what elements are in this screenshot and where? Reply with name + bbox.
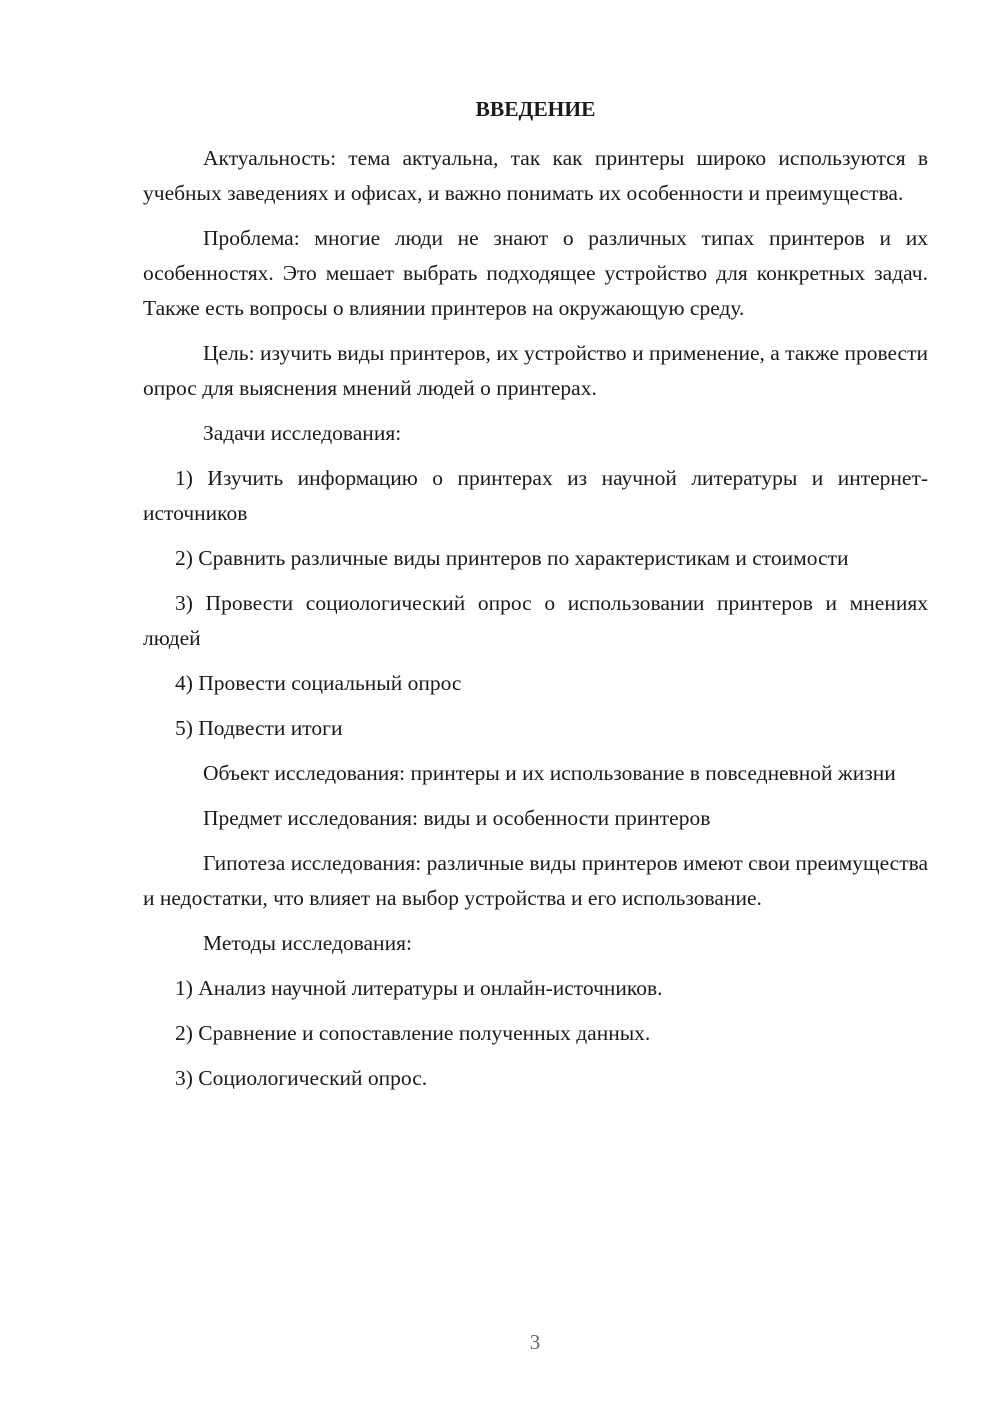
relevance-paragraph: Актуальность: тема актуальна, так как принтеры широко используются в учебных заведениях и офисах, и важно понимать их особенности и преимущества. xyxy=(143,146,928,205)
task-item-5: 5) Подвести итоги xyxy=(175,716,343,740)
hypothesis-paragraph: Гипотеза исследования: различные виды принтеров имеют свои преимущества и недостатки, что влияет на выбор устройства и его использование. xyxy=(143,851,929,910)
task-item-2: 2) Сравнить различные виды принтеров по характеристикам и стоимости xyxy=(175,546,849,570)
problem-paragraph: Проблема: многие люди не знают о различных типах принтеров и их особенностях. Это мешает выбрать подходящее устройство для конкретных задач. Также есть вопросы о влиянии принтеров на окружающую среду. xyxy=(143,226,928,320)
method-item-1: 1) Анализ научной литературы и онлайн-источников. xyxy=(175,976,663,1000)
method-item-2: 2) Сравнение и сопоставление полученных данных. xyxy=(175,1021,651,1045)
methods-heading: Методы исследования: xyxy=(203,931,412,955)
goal-paragraph: Цель: изучить виды принтеров, их устройство и применение, а также провести опрос для выяснения мнений людей о принтерах. xyxy=(143,341,928,400)
task-item-4: 4) Провести социальный опрос xyxy=(175,671,462,695)
section-title: ВВЕДЕНИЕ xyxy=(475,97,596,121)
method-item-3: 3) Социологический опрос. xyxy=(175,1066,428,1090)
object-paragraph: Объект исследования: принтеры и их использование в повседневной жизни xyxy=(203,761,896,785)
task-item-3: 3) Провести социологический опрос о использовании принтеров и мнениях людей xyxy=(143,591,928,650)
document-page xyxy=(143,92,928,1106)
subject-paragraph: Предмет исследования: виды и особенности принтеров xyxy=(203,806,711,830)
task-item-1: 1) Изучить информацию о принтерах из научной литературы и интернет-источников xyxy=(143,466,928,525)
page-number: 3 xyxy=(529,1330,541,1354)
tasks-heading: Задачи исследования: xyxy=(203,421,402,445)
